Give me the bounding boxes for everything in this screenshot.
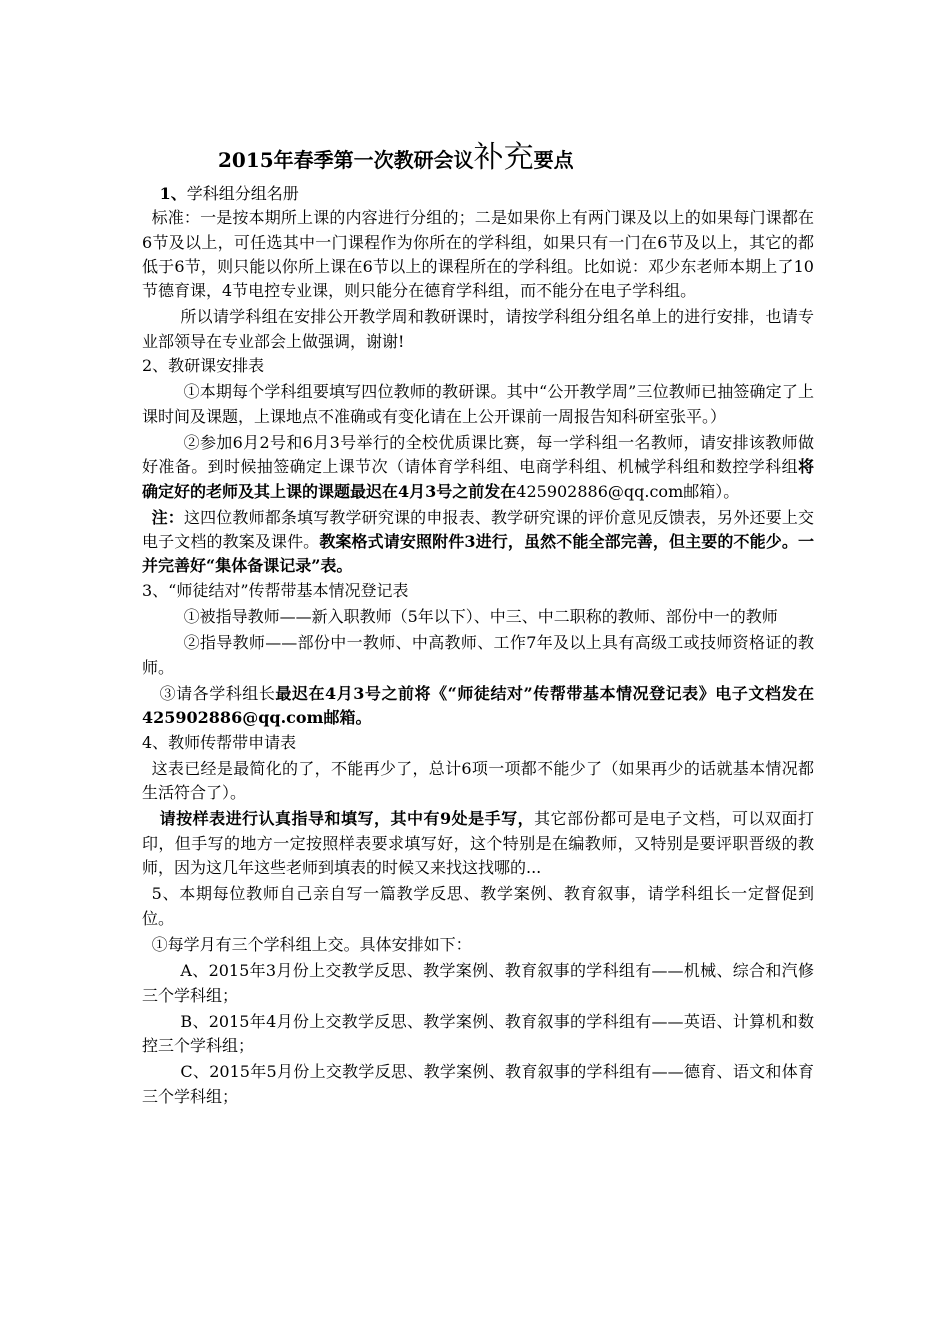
section-2-heading: 2、教研课安排表 [142,356,265,376]
section-2-paragraph-2 [142,431,814,504]
title-emphasis: 补充 [473,140,534,175]
section-1-number: 1、 [159,184,187,203]
section-2-p2-email: 425902886@qq.com邮箱）。 [516,481,740,501]
section-5-paragraph-1: ①每学月有三个学科组上交。具体安排如下： [151,934,472,954]
section-4-paragraph-1: 这表已经是最简化的了，不能再少了，总计6项一项都不能少了（如果再少的话就基本情况都生活符合了）。 [142,758,814,803]
section-1-title: 学科组分组名册 [186,184,299,203]
section-5-heading: 5、本期每位教师自己亲自写一篇教学反思、教学案例、教育叙事，请学科组长一定督促到位。 [142,884,814,928]
section-5-item-b: B、2015年4月份上交教学反思、教学案例、教育叙事的学科组有——英语、计算机和数控三个学科组； [142,1011,814,1056]
section-2-p2-bold: 将确定好的老师及其上课的课题最迟在4月3号之前发在 [142,457,814,501]
section-1-paragraph-2: 所以请学科组在安排公开教学周和教研课时，请按学科组分组名单上的进行安排，也请专业部领导在专业部会上做强调，谢谢! [142,307,814,351]
title-part-1: 2015年春季第一次教研会议 [218,148,474,172]
section-5-item-a: A、2015年3月份上交教学反思、教学案例、教育叙事的学科组有——机械、综合和汽修三个学科组； [142,961,814,1005]
document-page [142,140,814,1109]
section-3-paragraph-2: ②指导教师——部份中一教师、中高教师、工作7年及以上具有高级工或技师资格证的教师。 [142,633,814,677]
section-3-p3-bold: 最迟在4月3号之前将《“师徒结对”传帮带基本情况登记表》电子文档发在425902886@qq.com邮箱。 [142,683,814,728]
section-3-paragraph-3 [142,682,814,731]
section-4-p2-text: 其它部份都可是电子文档，可以双面打印，但手写的地方一定按照样表要求填写好，这个特别是在编教师，又特别是要评职晋级的教师，因为这几年这些老师到填表的时候又来找这找哪的... [142,809,814,878]
section-1-paragraph-1: 标准：一是按本期所上课的内容进行分组的；二是如果你上有两门课及以上的如果每门课都在6节及以上，可任选其中一门课程作为你所在的学科组，如果只有一门在6节及以上，其它的都低于6节，则只能以你所上课在6节以上的课程所在的学科组。比如说：邓少东老师本期上了10节德育课，4节电控专业课，则只能分在德育学科组，而不能分在电子学科组。 [142,208,814,301]
note-text: 这四位教师都条填写教学研究课的申报表、教学研究课的评价意见反馈表，另外还要上交电子文档的教案及课件。 [142,507,814,552]
section-4-p2-bold: 请按样表进行认真指导和填写，其中有9处是手写， [159,809,535,829]
section-5-item-c: C、2015年5月份上交教学反思、教学案例、教育叙事的学科组有——德育、语文和体育三个学科组； [142,1062,814,1106]
section-2-p2-text: ②参加6月2号和6月3号举行的全校优质课比赛，每一学科组一名教师，请安排该教师做好准备。到时候抽签确定上课节次（请体育学科组、电商学科组、机械学科组和数控学科组 [142,432,814,477]
note-label: 注： [151,507,184,527]
section-3-heading: 3、“师徒结对”传帮带基本情况登记表 [142,580,409,600]
title-part-2: 要点 [533,148,574,172]
section-2-paragraph-1: ①本期每个学科组要填写四位教师的教研课。其中“公开教学周”三位教师已抽签确定了上课时间及课题，上课地点不准确或有变化请在上公开课前一周报告知科研室张平。） [142,382,814,426]
section-3-paragraph-1: ①被指导教师——新入职教师（5年以下）、中三、中二职称的教师、部份中一的教师 [183,607,778,627]
section-4-paragraph-2 [142,807,814,880]
section-1-heading [142,182,814,206]
document-title [142,140,814,178]
note-bold-text: 教案格式请安照附件3进行，虽然不能全部完善，但主要的不能少。一并完善好“集体备课记录”表。 [142,532,814,576]
section-2-note [142,506,814,579]
section-4-heading: 4、教师传帮带申请表 [142,732,297,752]
section-3-p3-text: ③请各学科组长 [159,683,276,703]
